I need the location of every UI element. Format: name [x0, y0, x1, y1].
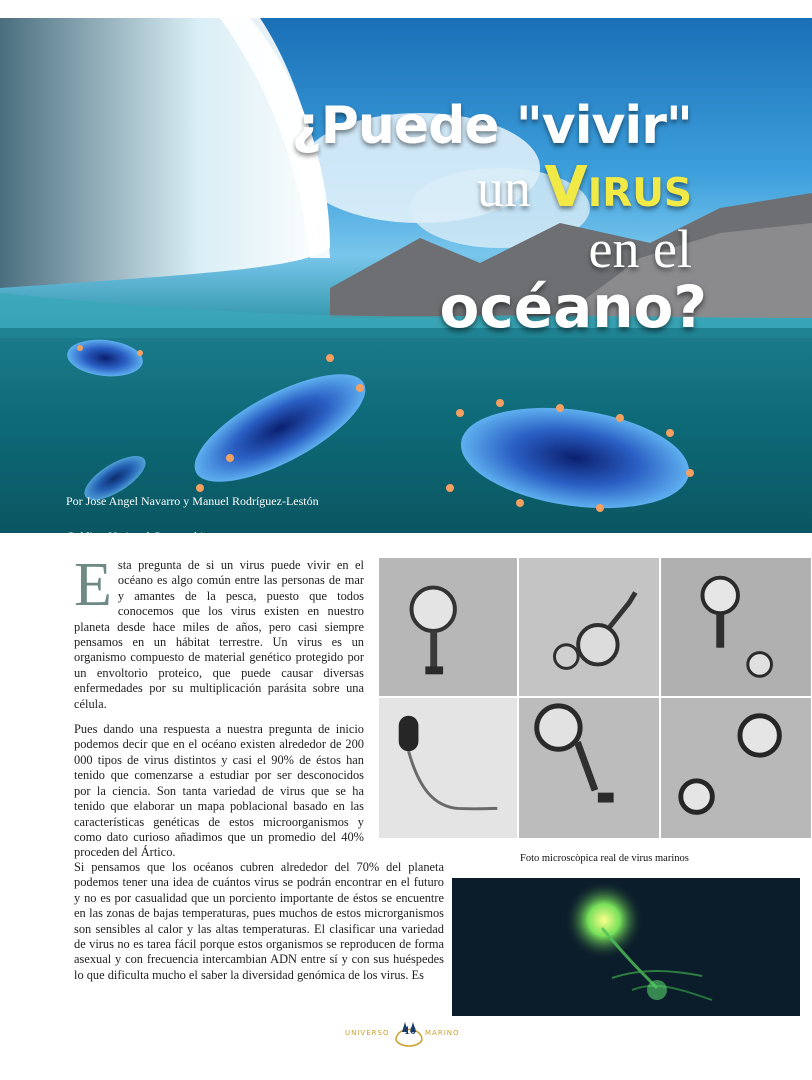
page-footer — [0, 1018, 812, 1058]
phage-image-3 — [661, 558, 811, 696]
article-column-wide — [74, 860, 444, 993]
footer-marino: MARINO — [425, 1029, 460, 1037]
title-line-1: ¿Puede "vivir" — [291, 96, 692, 156]
micro-photo-3 — [660, 557, 812, 697]
photo-credit: Crédito: National Geographic — [66, 529, 209, 543]
micro-photo-2 — [518, 557, 660, 697]
phage-image-1 — [379, 558, 517, 696]
hero-image — [0, 18, 812, 543]
phage-image-6 — [661, 698, 811, 838]
micro-photo-4 — [378, 697, 518, 839]
drop-cap: E — [74, 551, 112, 619]
title-line-2-un: un — [476, 158, 545, 218]
paragraph-2: Pues dando una respuesta a nuestra pregunta de inicio podemos decir que en el océano existen alrededor de 200 000 tipos de virus distintos y casi el 90% de éstos han tenido que comenzarse a estudiar por ser desconocidos por la ciencia. Son tanta variedad de virus que se ha tenido que elaborar un mapa poblacional basado en las características genéticas de estos microorganismos y como dato curioso añadimos que un promedio del 40% proceden del Ártico. — [74, 722, 364, 860]
micro-photo-6 — [660, 697, 812, 839]
fluorescent-virus-image — [452, 878, 800, 1016]
phage-image-4 — [379, 698, 517, 838]
phage-image-2 — [519, 558, 659, 696]
figure-caption: Foto microscòpica real de virus marinos — [520, 853, 689, 864]
footer-universo: UNIVERSO — [345, 1029, 390, 1037]
microscopy-photo-grid — [378, 557, 812, 839]
paragraph-3: Si pensamos que los océanos cubren alrededor del 70% del planeta podemos tener una idea de cuántos virus se podrán encontrar en el futuro y no es por casualidad que un porciento importante de éstos se encuentre en las zonas de bajas temperaturas, pues muchos de estos microrganismos son sensibles al calor y las altas temperaturas. El clasificar una variedad de virus no es tarea fácil porque estos organismos se reproducen de forma asexual y con frecuencia intercambian ADN entre sí y con sus huéspedes lo que dificulta mucho el saber la diversidad genómica de los virus. Es — [74, 860, 444, 982]
fluorescence-photo — [452, 878, 800, 1016]
micro-photo-1 — [378, 557, 518, 697]
paragraph-1 — [74, 551, 364, 712]
title-line-2-virus: Virus — [544, 155, 692, 220]
byline: Por Jose Angel Navarro y Manuel Rodríguez-Lestón — [66, 494, 319, 508]
title-line-2 — [292, 155, 692, 220]
page-number: 10 — [404, 1023, 416, 1037]
title-line-4: océano? — [439, 273, 707, 341]
article-column-narrow — [74, 551, 364, 871]
micro-photo-5 — [518, 697, 660, 839]
phage-image-5 — [519, 698, 659, 838]
title-line-3: en el — [588, 219, 692, 279]
paragraph-1-text: sta pregunta de si un virus puede vivir en el océano es algo común entre las personas de mar y amantes de la pesca, puesto que todos conocemos que los virus existen en nuestro planeta desde hace miles de años, pero casi siempre pensamos en un hábitat terrestre. Un virus es un organismo compuesto de material genético protegido por un envoltorio proteico, que puede causar diversas enfermedades por su multiplicación parásita sobre una célula. — [74, 558, 364, 711]
article-title — [291, 96, 707, 341]
